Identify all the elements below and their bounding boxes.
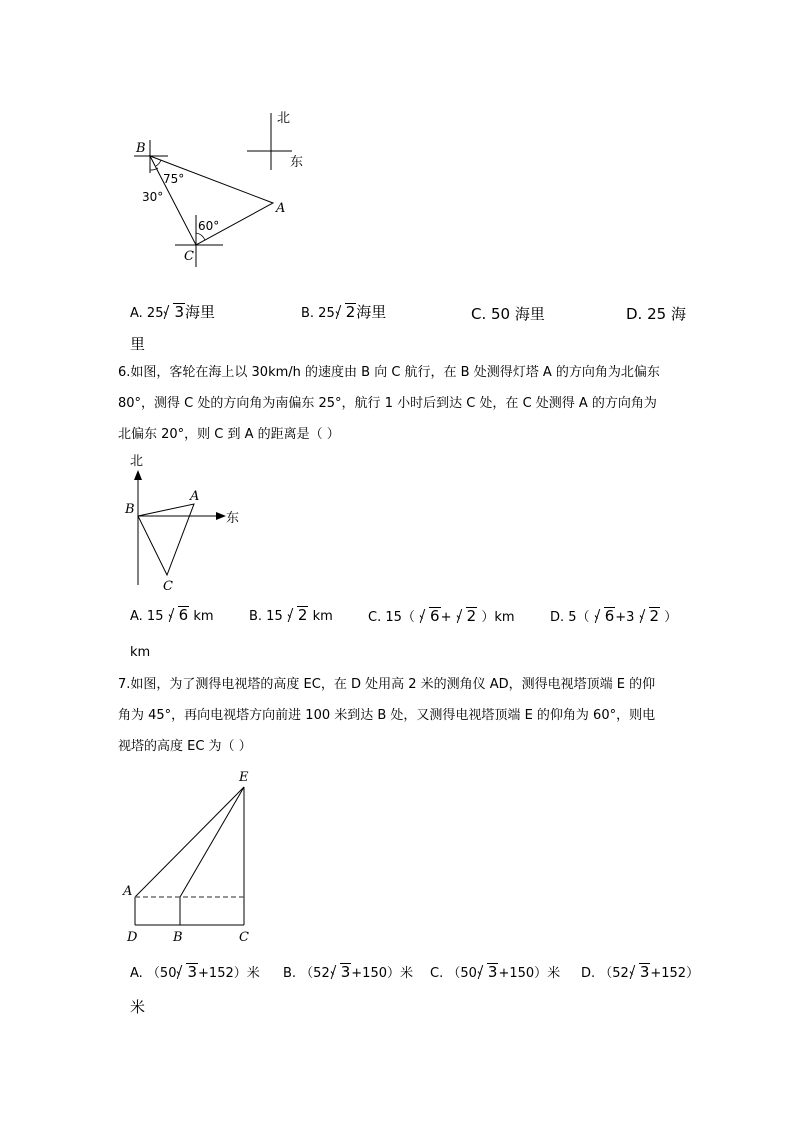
q7-option-d-wrap: 米	[130, 998, 146, 1016]
sqrt-symbol: 3	[630, 963, 651, 981]
label-d: D	[127, 930, 138, 945]
figure-tv-tower	[118, 765, 268, 950]
q5-option-c[interactable]: C. 50 海里	[471, 305, 545, 323]
label-c: C	[239, 930, 249, 945]
q5-option-d[interactable]: D. 25 海	[626, 305, 686, 323]
angle-60: 60°	[198, 219, 220, 233]
label-b: B	[125, 502, 135, 517]
q5-option-a[interactable]: A. 25 3海里	[130, 303, 216, 321]
sqrt-symbol: 6	[595, 607, 616, 625]
sqrt-symbol: 2	[336, 303, 357, 321]
figure-triangle-abc	[120, 100, 320, 275]
sqrt-symbol: 3	[177, 963, 198, 981]
angle-30: 30°	[142, 190, 164, 204]
label-b: B	[173, 930, 183, 945]
east-label: 东	[226, 511, 240, 526]
label-b: B	[136, 141, 146, 156]
q5-option-d-wrap: 里	[130, 335, 146, 353]
sqrt-symbol: 2	[288, 606, 309, 624]
q6-option-b[interactable]: B. 15 2 km	[249, 606, 333, 624]
q7-option-b[interactable]: B. （52 3+150）米	[283, 963, 413, 981]
q6-option-d-wrap: km	[130, 645, 151, 660]
q7-line-3: 视塔的高度 EC 为（ ）	[118, 739, 252, 754]
angle-75: 75°	[163, 172, 185, 186]
label-a: A	[190, 489, 200, 504]
q5-option-b[interactable]: B. 25 2海里	[301, 303, 387, 321]
q7-line-1: 7.如图，为了测得电视塔的高度 EC，在 D 处用高 2 米的测角仪 AD，测得电视塔顶端 E 的仰	[118, 677, 656, 692]
q6-line-3: 北偏东 20°，则 C 到 A 的距离是（ ）	[118, 427, 340, 442]
sqrt-symbol: 6	[169, 606, 190, 624]
sqrt-symbol: 3	[331, 963, 352, 981]
q7-option-d[interactable]: D. （52 3+152）	[581, 963, 700, 981]
q6-option-c[interactable]: C. 15（ 6+ 2 ）km	[368, 607, 515, 625]
label-c: C	[184, 249, 194, 264]
compass-east-label: 东	[290, 155, 304, 170]
q7-line-2: 角为 45°，再向电视塔方向前进 100 米到达 B 处，又测得电视塔顶端 E 的仰角为 60°，则电	[118, 708, 656, 723]
label-e: E	[239, 770, 249, 785]
sqrt-symbol: 6	[420, 607, 441, 625]
q6-line-2: 80°，测得 C 处的方向角为南偏东 25°，航行 1 小时后到达 C 处，在 C 处测得 A 的方向角为	[118, 396, 657, 411]
figure-q6-bearing	[120, 450, 250, 600]
label-c: C	[163, 579, 173, 594]
triangle-bac	[138, 504, 194, 575]
q6-option-d[interactable]: D. 5（ 6+3 2 ）	[550, 607, 678, 625]
sqrt-symbol: 2	[640, 607, 661, 625]
sqrt-symbol: 3	[164, 303, 185, 321]
compass-north-label: 北	[277, 111, 291, 126]
q7-option-c[interactable]: C. （50 3+150）米	[430, 963, 561, 981]
label-a: A	[123, 884, 133, 899]
q6-line-1: 6.如图，客轮在海上以 30km/h 的速度由 B 向 C 航行，在 B 处测得灯塔 A 的方向角为北偏东	[118, 365, 660, 380]
q6-option-a[interactable]: A. 15 6 km	[130, 606, 214, 624]
sqrt-symbol: 3	[478, 963, 499, 981]
label-a: A	[276, 201, 286, 216]
north-label: 北	[130, 454, 144, 469]
q7-option-a[interactable]: A. （50 3+152）米	[130, 963, 260, 981]
sqrt-symbol: 2	[457, 607, 478, 625]
